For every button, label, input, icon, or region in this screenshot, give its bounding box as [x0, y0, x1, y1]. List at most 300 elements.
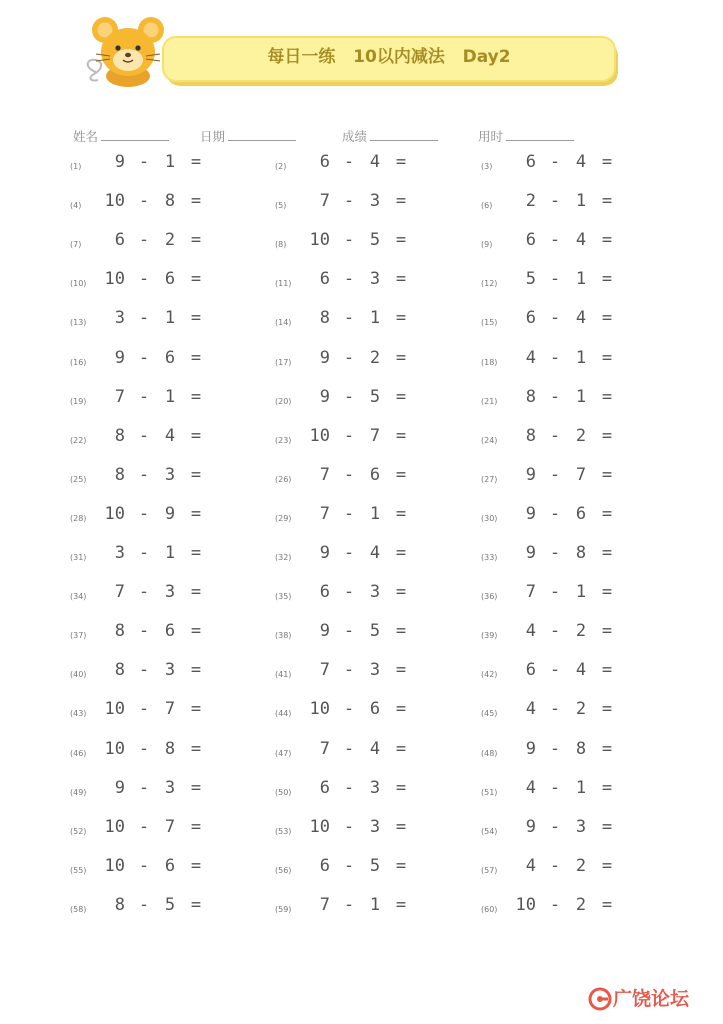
minuend: 6 — [114, 230, 125, 251]
subtrahend: 2 — [369, 347, 381, 368]
subtrahend: 2 — [575, 621, 587, 642]
problem-expression — [103, 189, 203, 213]
equals-sign: = — [601, 660, 613, 681]
problem-item — [275, 385, 475, 409]
minuend: 9 — [525, 503, 536, 524]
minuend: 4 — [525, 621, 536, 642]
problem-number: (52) — [70, 826, 87, 836]
subtrahend: 4 — [575, 152, 587, 172]
minuend: 10 — [104, 699, 125, 720]
problem-expression — [514, 346, 614, 370]
subtrahend: 4 — [369, 738, 381, 759]
problem-number: (49) — [70, 787, 87, 797]
problem-number: (27) — [481, 474, 498, 484]
problem-item — [70, 228, 270, 252]
minus-sign: - — [138, 191, 150, 212]
equals-sign: = — [601, 582, 613, 603]
equals-sign: = — [395, 816, 407, 837]
equals-sign: = — [190, 816, 202, 837]
subtrahend: 3 — [369, 269, 381, 290]
problem-expression — [103, 658, 203, 682]
problem-expression — [514, 150, 614, 174]
problem-expression — [103, 267, 203, 291]
minus-sign: - — [138, 269, 150, 290]
minus-sign: - — [343, 347, 355, 368]
equals-sign: = — [395, 503, 407, 524]
problem-item — [275, 346, 475, 370]
equals-sign: = — [601, 464, 613, 485]
minuend: 4 — [525, 347, 536, 368]
subtrahend: 8 — [575, 543, 587, 563]
problem-item — [275, 619, 475, 643]
problem-expression — [514, 776, 614, 800]
equals-sign: = — [190, 347, 202, 368]
minus-sign: - — [138, 699, 150, 720]
equals-sign: = — [190, 699, 202, 720]
equals-sign: = — [395, 738, 407, 759]
problem-expression — [103, 619, 203, 643]
minus-sign: - — [343, 777, 355, 798]
minuend: 7 — [319, 738, 330, 759]
minus-sign: - — [138, 777, 150, 798]
equals-sign: = — [395, 660, 407, 681]
minus-sign: - — [343, 269, 355, 290]
minuend: 6 — [525, 152, 536, 172]
problem-expression — [103, 697, 203, 721]
minuend: 6 — [319, 855, 330, 876]
problem-expression — [308, 541, 408, 565]
minuend: 4 — [525, 699, 536, 720]
minuend: 8 — [319, 308, 330, 329]
subtrahend: 6 — [164, 269, 176, 290]
problem-number: (28) — [70, 513, 87, 523]
minus-sign: - — [549, 347, 561, 368]
problem-number: (31) — [70, 553, 87, 562]
watermark — [588, 986, 720, 1012]
swirl-logo-icon — [588, 987, 612, 1011]
minus-sign: - — [138, 230, 150, 251]
minus-sign: - — [138, 738, 150, 759]
equals-sign: = — [190, 738, 202, 759]
equals-sign: = — [601, 855, 613, 876]
minuend: 3 — [114, 308, 125, 329]
minuend: 5 — [525, 269, 536, 290]
problem-expression — [308, 815, 408, 839]
subtrahend: 6 — [575, 503, 587, 524]
problem-expression — [514, 267, 614, 291]
minus-sign: - — [549, 230, 561, 251]
minus-sign: - — [138, 543, 150, 563]
equals-sign: = — [601, 347, 613, 368]
subtrahend: 4 — [575, 230, 587, 251]
equals-sign: = — [395, 699, 407, 720]
problem-expression — [514, 854, 614, 878]
subtrahend: 6 — [164, 855, 176, 876]
minus-sign: - — [138, 582, 150, 603]
equals-sign: = — [601, 425, 613, 446]
problem-number: (2) — [275, 162, 287, 171]
minus-sign: - — [343, 464, 355, 485]
problem-number: (1) — [70, 162, 82, 171]
minus-sign: - — [343, 894, 355, 915]
problem-item — [481, 346, 681, 370]
subtrahend: 3 — [369, 191, 381, 212]
problem-number: (24) — [481, 435, 498, 445]
minuend: 10 — [515, 894, 536, 915]
problem-number: (55) — [70, 865, 87, 875]
minus-sign: - — [343, 386, 355, 407]
subtrahend: 1 — [575, 347, 587, 368]
score-blank[interactable] — [370, 128, 438, 141]
problem-number: (34) — [70, 592, 87, 602]
equals-sign: = — [190, 503, 202, 524]
problem-expression — [103, 815, 203, 839]
problem-number: (29) — [275, 513, 292, 523]
minuend: 10 — [309, 230, 330, 251]
subtrahend: 1 — [575, 582, 587, 603]
problem-expression — [103, 737, 203, 761]
problem-expression — [514, 189, 614, 213]
problem-expression — [308, 267, 408, 291]
problem-expression — [514, 619, 614, 643]
problem-number: (26) — [275, 474, 292, 484]
problem-item — [481, 502, 681, 526]
problem-expression — [308, 346, 408, 370]
minus-sign: - — [343, 152, 355, 172]
equals-sign: = — [395, 543, 407, 563]
problem-item — [70, 737, 270, 761]
problem-item — [275, 815, 475, 839]
problem-item — [70, 189, 270, 213]
title-banner — [162, 36, 616, 82]
minuend: 6 — [319, 777, 330, 798]
subtrahend: 5 — [369, 386, 381, 407]
minus-sign: - — [138, 347, 150, 368]
problem-number: (15) — [481, 318, 498, 328]
problem-number: (22) — [70, 435, 87, 445]
minus-sign: - — [549, 855, 561, 876]
problem-expression — [514, 893, 614, 917]
minus-sign: - — [343, 230, 355, 251]
minus-sign: - — [343, 660, 355, 681]
equals-sign: = — [190, 894, 202, 915]
watermark-text: 广饶论坛 — [613, 988, 690, 1010]
minus-sign: - — [343, 699, 355, 720]
minus-sign: - — [549, 738, 561, 759]
problem-item — [481, 424, 681, 448]
equals-sign: = — [601, 894, 613, 915]
minuend: 7 — [525, 582, 536, 603]
problem-item — [275, 424, 475, 448]
minuend: 7 — [114, 582, 125, 603]
problem-number: (3) — [481, 162, 493, 171]
problem-number: (59) — [275, 904, 292, 914]
minus-sign: - — [343, 543, 355, 563]
problem-item — [70, 854, 270, 878]
name-blank[interactable] — [101, 128, 169, 141]
equals-sign: = — [395, 464, 407, 485]
minus-sign: - — [549, 386, 561, 407]
equals-sign: = — [395, 230, 407, 251]
problem-number: (11) — [275, 279, 292, 289]
problem-number: (17) — [275, 357, 292, 367]
minus-sign: - — [138, 308, 150, 329]
subtrahend: 1 — [575, 386, 587, 407]
minuend: 9 — [319, 386, 330, 407]
subtrahend: 2 — [575, 855, 587, 876]
problem-number: (37) — [70, 631, 87, 641]
minus-sign: - — [549, 191, 561, 212]
problem-expression — [308, 150, 408, 174]
page-title: 每日一练 10以内减法 Day2 — [267, 47, 511, 67]
name-label: 姓名 — [73, 129, 99, 144]
problem-number: (5) — [275, 201, 287, 211]
problem-item — [70, 619, 270, 643]
problem-number: (35) — [275, 592, 292, 602]
minus-sign: - — [138, 464, 150, 485]
minuend: 4 — [525, 777, 536, 798]
subtrahend: 4 — [164, 425, 176, 446]
subtrahend: 3 — [164, 777, 176, 798]
minus-sign: - — [549, 308, 561, 329]
minuend: 9 — [319, 621, 330, 642]
minus-sign: - — [549, 543, 561, 563]
problem-item — [481, 619, 681, 643]
subtrahend: 1 — [575, 777, 587, 798]
problem-number: (20) — [275, 396, 292, 406]
subtrahend: 6 — [164, 347, 176, 368]
problem-number: (36) — [481, 592, 498, 602]
subtrahend: 8 — [164, 191, 176, 212]
subtrahend: 4 — [369, 152, 381, 172]
subtrahend: 1 — [369, 894, 381, 915]
problem-item — [481, 854, 681, 878]
subtrahend: 2 — [164, 230, 176, 251]
equals-sign: = — [395, 308, 407, 329]
problem-item — [70, 658, 270, 682]
subtrahend: 7 — [575, 464, 587, 485]
minuend: 7 — [319, 503, 330, 524]
equals-sign: = — [395, 582, 407, 603]
problem-number: (9) — [481, 240, 493, 250]
subtrahend: 6 — [369, 699, 381, 720]
problem-expression — [308, 502, 408, 526]
equals-sign: = — [601, 699, 613, 720]
minuend: 6 — [319, 582, 330, 603]
subtrahend: 3 — [164, 464, 176, 485]
equals-sign: = — [190, 308, 202, 329]
problem-number: (13) — [70, 318, 87, 328]
problem-item — [481, 541, 681, 565]
minuend: 7 — [319, 191, 330, 212]
subtrahend: 8 — [164, 738, 176, 759]
problem-expression — [308, 737, 408, 761]
subtrahend: 1 — [164, 543, 176, 563]
minus-sign: - — [549, 269, 561, 290]
equals-sign: = — [395, 347, 407, 368]
equals-sign: = — [395, 425, 407, 446]
problem-number: (48) — [481, 748, 498, 758]
problem-expression — [514, 580, 614, 604]
minuend: 10 — [104, 855, 125, 876]
subtrahend: 3 — [164, 582, 176, 603]
problem-number: (21) — [481, 396, 498, 406]
minuend: 2 — [525, 191, 536, 212]
minus-sign: - — [343, 425, 355, 446]
problem-item — [70, 893, 270, 917]
minuend: 6 — [525, 230, 536, 251]
problem-expression — [308, 463, 408, 487]
problem-number: (32) — [275, 553, 292, 562]
problem-item — [481, 893, 681, 917]
problem-item — [275, 854, 475, 878]
minuend: 6 — [319, 152, 330, 172]
minus-sign: - — [138, 425, 150, 446]
equals-sign: = — [601, 152, 613, 172]
equals-sign: = — [601, 191, 613, 212]
subtrahend: 2 — [575, 894, 587, 915]
problem-item — [70, 306, 270, 330]
equals-sign: = — [190, 386, 202, 407]
date-label: 日期 — [200, 129, 226, 144]
subtrahend: 8 — [575, 738, 587, 759]
minus-sign: - — [138, 503, 150, 524]
problem-item — [275, 737, 475, 761]
subtrahend: 1 — [164, 152, 176, 172]
minuend: 7 — [319, 660, 330, 681]
equals-sign: = — [601, 503, 613, 524]
equals-sign: = — [190, 152, 202, 172]
problem-expression — [103, 385, 203, 409]
minus-sign: - — [138, 386, 150, 407]
problem-item — [275, 267, 475, 291]
equals-sign: = — [190, 660, 202, 681]
problem-item — [275, 463, 475, 487]
problem-expression — [308, 385, 408, 409]
problem-expression — [103, 346, 203, 370]
problem-expression — [103, 502, 203, 526]
subtrahend: 1 — [164, 386, 176, 407]
problem-expression — [103, 893, 203, 917]
subtrahend: 2 — [575, 699, 587, 720]
equals-sign: = — [190, 777, 202, 798]
problem-number: (30) — [481, 513, 498, 523]
problem-number: (7) — [70, 240, 82, 250]
problem-item — [70, 541, 270, 565]
minus-sign: - — [549, 582, 561, 603]
subtrahend: 5 — [369, 230, 381, 251]
problem-number: (43) — [70, 709, 87, 719]
problem-expression — [103, 228, 203, 252]
equals-sign: = — [190, 191, 202, 212]
equals-sign: = — [395, 191, 407, 212]
subtrahend: 3 — [575, 816, 587, 837]
problem-item — [275, 580, 475, 604]
equals-sign: = — [395, 152, 407, 172]
problem-number: (47) — [275, 748, 292, 758]
problem-number: (44) — [275, 709, 292, 719]
problem-item — [275, 541, 475, 565]
problem-number: (6) — [481, 201, 493, 211]
minuend: 9 — [319, 347, 330, 368]
minus-sign: - — [549, 425, 561, 446]
problem-item — [70, 463, 270, 487]
subtrahend: 3 — [369, 777, 381, 798]
problem-number: (14) — [275, 318, 292, 328]
minuend: 9 — [525, 816, 536, 837]
problem-expression — [308, 697, 408, 721]
minuend: 6 — [525, 308, 536, 329]
problem-expression — [308, 189, 408, 213]
problem-expression — [103, 306, 203, 330]
problem-number: (8) — [275, 240, 287, 250]
time-blank[interactable] — [506, 128, 574, 141]
minus-sign: - — [343, 582, 355, 603]
problem-item — [275, 306, 475, 330]
minus-sign: - — [343, 308, 355, 329]
minuend: 10 — [104, 269, 125, 290]
problem-item — [70, 815, 270, 839]
minus-sign: - — [549, 152, 561, 172]
subtrahend: 5 — [369, 855, 381, 876]
date-field — [200, 127, 296, 145]
subtrahend: 3 — [369, 582, 381, 603]
problem-item — [275, 189, 475, 213]
minuend: 4 — [525, 855, 536, 876]
problem-number: (58) — [70, 904, 87, 914]
problem-number: (25) — [70, 474, 87, 484]
problem-number: (50) — [275, 787, 292, 797]
problem-item — [70, 385, 270, 409]
subtrahend: 7 — [164, 816, 176, 837]
equals-sign: = — [395, 894, 407, 915]
subtrahend: 1 — [575, 269, 587, 290]
equals-sign: = — [395, 386, 407, 407]
equals-sign: = — [395, 855, 407, 876]
problem-expression — [514, 228, 614, 252]
problem-expression — [308, 424, 408, 448]
problem-item — [481, 189, 681, 213]
subtrahend: 1 — [164, 308, 176, 329]
problem-item — [70, 776, 270, 800]
subtrahend: 5 — [164, 894, 176, 915]
equals-sign: = — [601, 777, 613, 798]
minuend: 7 — [114, 386, 125, 407]
minus-sign: - — [343, 816, 355, 837]
problem-item — [275, 893, 475, 917]
minuend: 8 — [114, 464, 125, 485]
problem-number: (16) — [70, 357, 87, 367]
date-blank[interactable] — [228, 128, 296, 141]
problem-expression — [308, 619, 408, 643]
problem-item — [275, 776, 475, 800]
minus-sign: - — [549, 464, 561, 485]
equals-sign: = — [190, 621, 202, 642]
minus-sign: - — [343, 738, 355, 759]
problem-expression — [308, 228, 408, 252]
equals-sign: = — [601, 543, 613, 563]
equals-sign: = — [395, 269, 407, 290]
equals-sign: = — [190, 230, 202, 251]
subtrahend: 2 — [575, 425, 587, 446]
equals-sign: = — [190, 464, 202, 485]
equals-sign: = — [601, 386, 613, 407]
problem-number: (51) — [481, 787, 498, 797]
minus-sign: - — [343, 855, 355, 876]
minus-sign: - — [138, 816, 150, 837]
minuend: 9 — [525, 738, 536, 759]
equals-sign: = — [601, 269, 613, 290]
